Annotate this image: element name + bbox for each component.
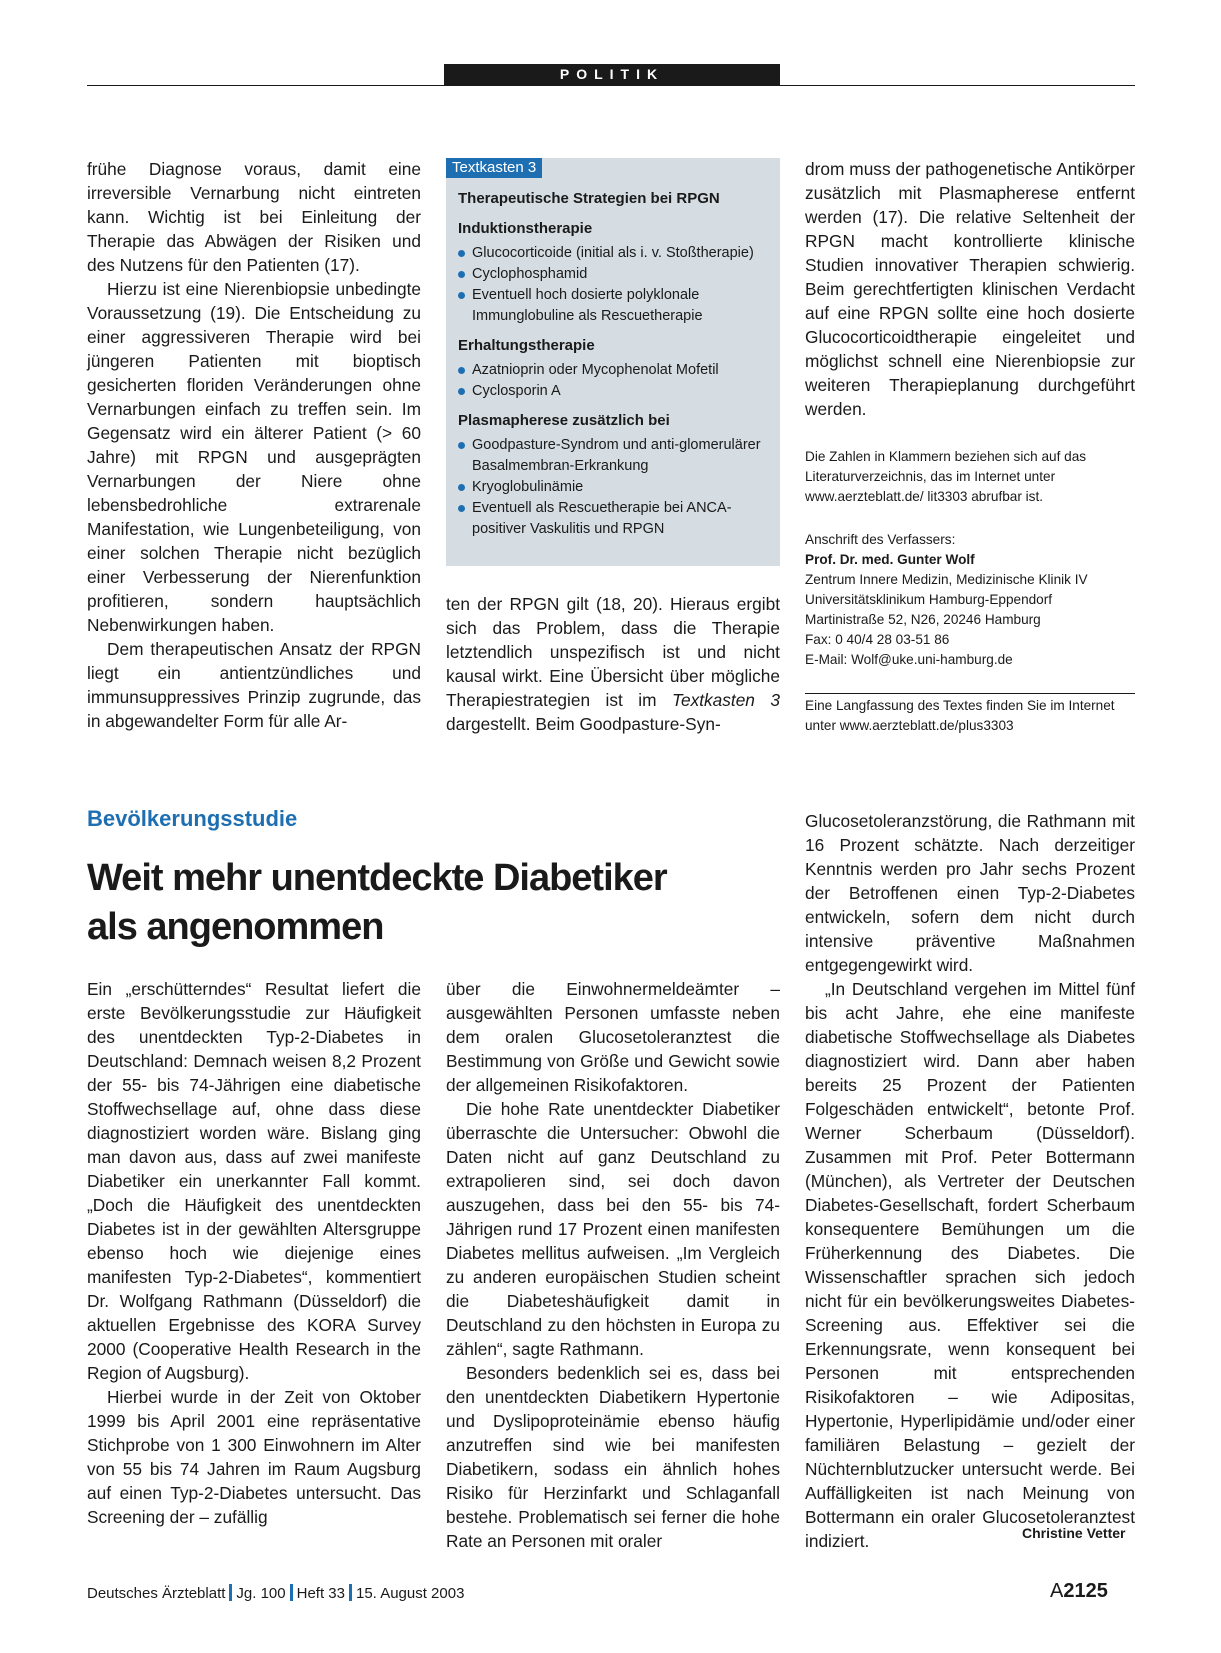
address-line: Universitätsklinikum Hamburg-Eppendorf xyxy=(805,592,1053,607)
address-line: Zentrum Innere Medizin, Medizinische Klinik IV xyxy=(805,572,1088,587)
list-item-text: Goodpasture-Syndrom und anti-glomerulärer Basalmembran-Erkrankung xyxy=(472,437,761,474)
textbox-section-heading: Plasmapherese zusätzlich bei xyxy=(458,412,670,429)
list-item-text: Azatnioprin oder Mycophenolat Mofetil xyxy=(472,362,719,378)
textbox-content xyxy=(458,188,774,540)
paragraph: Die hohe Rate unentdeckter Diabetiker überraschte die Untersucher: Obwohl die Daten nicht auf ganz Deutschland zu extrapolieren sind, sei doch davon auszugehen, dass bei den 55- bis 74-Jährigen rund 17 Prozent einen manifesten Diabetes mellitus aufweisen. „Im Vergleich zu anderen europäischen Studien scheint die Diabeteshäufigkeit damit in Deutschland zu den höchsten in Europa zu zählen“, sagte Rathmann. xyxy=(446,1099,780,1359)
list-item-text: Cyclosporin A xyxy=(472,383,561,399)
section-label: POLITIK xyxy=(444,64,780,85)
textbox-list xyxy=(458,435,774,540)
list-item xyxy=(458,498,774,540)
separator xyxy=(349,1584,352,1601)
textbox-title: Therapeutische Strategien bei RPGN xyxy=(458,190,720,207)
paragraph: Hierzu ist eine Nierenbiopsie unbedingte Voraussetzung (19). Die Entscheidung zu einer aggressiveren Therapie wird bei jüngeren Patienten mit bioptisch gesicherten floriden Veränderungen ohne Vernarbungen einfach zu treffen sein. Im Gegensatz wird ein älterer Patient (> 60 Jahre) mit RPGN und ausgeprägten Vernarbungen der Niere ohne lebensbedrohliche extrarenale Manifestation, wie Lungenbeteiligung, von einer solchen Therapie nicht bezüglich einer Verbesserung der Nierenfunktion profitieren, sondern hauptsächlich Nebenwirkungen haben. xyxy=(87,279,421,635)
paragraph: drom muss der pathogenetische Antikörper zusätzlich mit Plasmapherese entfernt werden (17). Die relative Seltenheit der RPGN macht kontrollierte klinische Studien innovativer Therapien schwierig. Beim gerechtfertigten klinischen Verdacht auf eine RPGN sollte eine hoch dosierte Glucocorticoidtherapie eingeleitet und möglichst schnell eine Nierenbiopsie zur weiteren Therapieplanung durchgeführt werden. xyxy=(805,159,1135,419)
page-number xyxy=(1050,1580,1108,1603)
textbox-list xyxy=(458,243,774,327)
bullet-icon xyxy=(458,367,465,374)
address-line: Fax: 0 40/4 28 03-51 86 xyxy=(805,632,950,647)
list-item xyxy=(458,285,774,327)
text-run: ten der RPGN gilt (18, 20). Hieraus ergibt sich das Problem, dass die Therapie letztendlich unspezifisch ist und nicht kausal wirkt. Eine Übersicht über mögliche Therapiestrategien ist im xyxy=(446,594,780,710)
list-item-text: Cyclophosphamid xyxy=(472,266,588,282)
issue: Heft 33 xyxy=(296,1585,345,1602)
address-line: Martinistraße 52, N26, 20246 Hamburg xyxy=(805,612,1041,627)
author-address xyxy=(805,530,1135,670)
article-author: Christine Vetter xyxy=(1022,1525,1126,1541)
paragraph xyxy=(446,592,780,736)
page-value: 2125 xyxy=(1063,1580,1108,1602)
textbox-reference: Textkasten 3 xyxy=(671,690,780,710)
paragraph: Besonders bedenklich sei es, dass bei den unentdeckten Diabetikern Hypertonie und Dyslipoproteinämie ebenso häufig anzutreffen sind wie bei manifesten Diabetikern, sodass ein ähnlich hohes Risiko für Herzinfarkt und Schlaganfall bestehe. Problematisch sei ferner die hohe Rate an Personen mit oraler xyxy=(446,1363,780,1551)
address-line: E-Mail: Wolf@uke.uni-hamburg.de xyxy=(805,652,1013,667)
list-item-text: Glucocorticoide (initial als i. v. Stoßtherapie) xyxy=(472,245,754,261)
textbox-section-heading: Induktionstherapie xyxy=(458,220,593,237)
list-item xyxy=(458,381,774,402)
reference-note: Die Zahlen in Klammern beziehen sich auf das Literaturverzeichnis, das im Internet unter www.aerzteblatt.de/ lit3303 abrufbar ist. xyxy=(805,449,1087,504)
longversion-note: Eine Langfassung des Textes finden Sie im Internet unter www.aerzteblatt.de/plus3303 xyxy=(805,698,1115,733)
bullet-icon xyxy=(458,292,465,299)
list-item xyxy=(458,435,774,477)
article-headline: Weit mehr unentdeckte Diabetiker als angenommen xyxy=(87,857,667,948)
paragraph: frühe Diagnose voraus, damit eine irreversible Vernarbung nicht eintreten kann. Wichtig ist bei Einleitung der Therapie das Abwägen der Risiken und des Nutzens für den Patienten (17). xyxy=(87,159,421,275)
list-item xyxy=(458,264,774,285)
header-rule xyxy=(87,85,1135,86)
textbox-3 xyxy=(446,158,780,566)
bullet-icon xyxy=(458,271,465,278)
paragraph: Hierbei wurde in der Zeit von Oktober 1999 bis April 2001 eine repräsentative Stichprobe von 1 300 Einwohnern im Alter von 55 bis 74 Jahren im Raum Augsburg auf einen Typ-2-Diabetes untersucht. Das Screening der – zufällig xyxy=(87,1387,421,1527)
textbox-section-heading: Erhaltungstherapie xyxy=(458,337,595,354)
footer-citation xyxy=(87,1584,464,1602)
journal-name: Deutsches Ärzteblatt xyxy=(87,1585,226,1602)
longversion-rule xyxy=(805,693,1135,694)
paragraph: Glucosetoleranzstörung, die Rathmann mit 16 Prozent schätzte. Nach derzeitiger Kenntnis werden pro Jahr sechs Prozent der Betroffenen einen Typ-2-Diabetes entwickeln, sofern dem nicht durch intensive präventive Maßnahmen entgegengewirkt wird. xyxy=(805,811,1135,975)
volume: Jg. 100 xyxy=(236,1585,286,1602)
bullet-icon xyxy=(458,505,465,512)
textbox-tag: Textkasten 3 xyxy=(446,158,542,178)
text-run: dargestellt. Beim Goodpasture-Syn- xyxy=(446,714,721,734)
list-item-text: Kryoglobulinämie xyxy=(472,479,584,495)
list-item xyxy=(458,360,774,381)
article-kicker: Bevölkerungsstudie xyxy=(87,806,298,831)
page-prefix: A xyxy=(1050,1580,1064,1602)
list-item-text: Eventuell als Rescuetherapie bei ANCA-positiver Vaskulitis und RPGN xyxy=(472,500,732,537)
list-item-text: Eventuell hoch dosierte polyklonale Immunglobuline als Rescuetherapie xyxy=(472,287,703,324)
paragraph: Dem therapeutischen Ansatz der RPGN liegt ein antientzündliches und immunsuppressives Prinzip zugrunde, das in abgewandelter Form für alle Ar- xyxy=(87,639,421,731)
separator xyxy=(229,1584,232,1601)
separator xyxy=(290,1584,293,1601)
paragraph: Ein „erschütterndes“ Resultat liefert die erste Bevölkerungsstudie zur Häufigkeit des unentdeckten Typ-2-Diabetes in Deutschland: Demnach weisen 8,2 Prozent der 55- bis 74-Jährigen eine diabetische Stoffwechsellage auf, ohne dass diese diagnostiziert worden wäre. Bislang ging man davon aus, dass auf zwei manifeste Diabetiker ein unerkannter Fall kommt. „Doch die Häufigkeit des unentdeckten Diabetes ist in der gewählten Altersgruppe ebenso hoch wie diejenige eines manifesten Typ-2-Diabetes“, kommentiert Dr. Wolfgang Rathmann (Düsseldorf) die aktuellen Ergebnisse des KORA Survey 2000 (Cooperative Health Research in the Region of Augsburg). xyxy=(87,979,421,1383)
date: 15. August 2003 xyxy=(356,1585,465,1602)
address-lines xyxy=(805,570,1135,670)
paragraph: über die Einwohnermeldeämter – ausgewählten Personen umfasste neben dem oralen Glucosetoleranztest die Bestimmung von Größe und Gewicht sowie der allgemeinen Risikofaktoren. xyxy=(446,979,780,1095)
bullet-icon xyxy=(458,442,465,449)
article-column-1 xyxy=(87,977,421,1529)
bullet-icon xyxy=(458,484,465,491)
textbox-list xyxy=(458,360,774,402)
address-name: Prof. Dr. med. Gunter Wolf xyxy=(805,552,975,567)
paragraph: „In Deutschland vergehen im Mittel fünf bis acht Jahre, ehe eine manifeste diabetische Stoffwechsellage als Diabetes diagnostiziert wird. Dann aber haben bereits 25 Prozent der Patienten Folgeschäden entwickelt“, betonte Prof. Werner Scherbaum (Düsseldorf). Zusammen mit Prof. Peter Bottermann (München), als Vertreter der Deutschen Diabetes-Gesellschaft, fordert Scherbaum konsequentere Bemühungen um die Früherkennung des Diabetes. Die Wissenschaftler sprachen sich jedoch nicht für ein bevölkerungsweites Diabetes-Screening aus. Effektiver sei die Erkennungsrate, wenn konsequent bei Personen mit entsprechenden Risikofaktoren – wie Adipositas, Hypertonie, Hyperlipidämie und/oder einer familiären Belastung – gezielt der Nüchternblutzucker untersucht werde. Bei Auffälligkeiten ist nach Meinung von Bottermann ein oraler Glucosetoleranztest indiziert. xyxy=(805,979,1135,1551)
top-column-3 xyxy=(805,157,1135,421)
article-column-2 xyxy=(446,977,780,1553)
top-column-1 xyxy=(87,157,421,733)
address-label: Anschrift des Verfassers: xyxy=(805,532,956,547)
list-item xyxy=(458,243,774,264)
article-column-3 xyxy=(805,809,1135,1553)
top-column-2 xyxy=(446,592,780,736)
bullet-icon xyxy=(458,250,465,257)
list-item xyxy=(458,477,774,498)
bullet-icon xyxy=(458,388,465,395)
